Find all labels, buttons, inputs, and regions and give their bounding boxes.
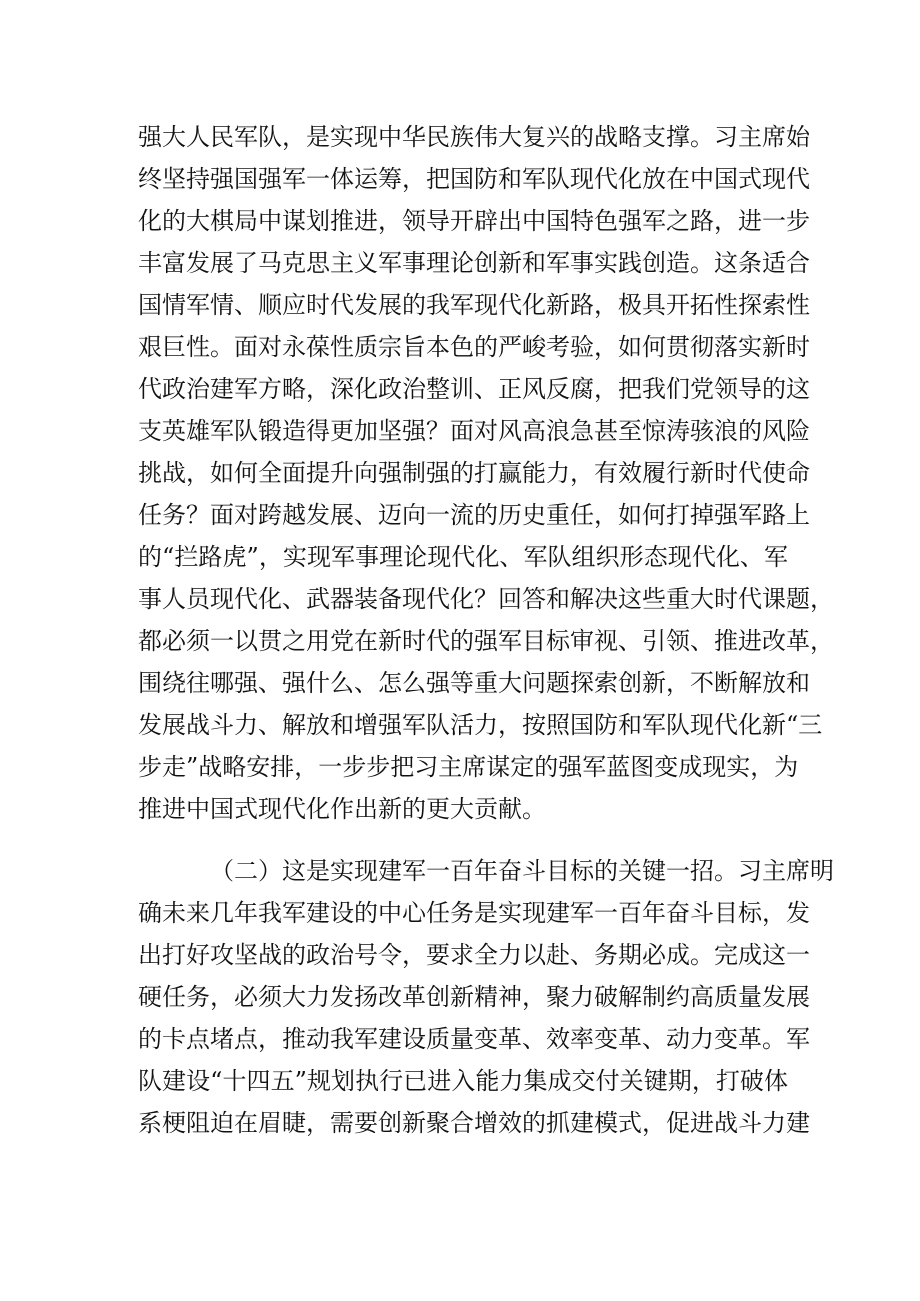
paragraph-line: 的“拦路虎”，实现军事理论现代化、军队组织形态现代化、军 (138, 543, 788, 571)
paragraph-line: 强大人民军队，是实现中华民族伟大复兴的战略支撑。习主席始 (138, 123, 810, 151)
paragraph-line: 支英雄军队锻造得更加坚强？面对风高浪急甚至惊涛骇浪的风险 (138, 417, 810, 445)
paragraph-line: 发展战斗力、解放和增强军队活力，按照国防和军队现代化新“三 (138, 711, 823, 739)
paragraph-line: 围绕往哪强、强什么、怎么强等重大问题探索创新，不断解放和 (138, 669, 810, 697)
paragraph-line: 国情军情、顺应时代发展的我军现代化新路，极具开拓性探索性 (138, 291, 810, 319)
paragraph-line: 终坚持强国强军一体运筹，把国防和军队现代化放在中国式现代 (138, 165, 810, 193)
paragraph-line: 艰巨性。面对永葆性质宗旨本色的严峻考验，如何贯彻落实新时 (138, 333, 810, 361)
paragraph-line: 任务？面对跨越发展、迈向一流的历史重任，如何打掉强军路上 (138, 501, 810, 529)
paragraph-line: 硬任务，必须大力发扬改革创新精神，聚力破解制约高质量发展 (138, 983, 810, 1011)
paragraph-line: 系梗阻迫在眉睫，需要创新聚合增效的抓建模式，促进战斗力建 (138, 1109, 810, 1137)
paragraph-line: 推进中国式现代化作出新的更大贡献。 (138, 795, 546, 823)
paragraph-line: 化的大棋局中谋划推进，领导开辟出中国特色强军之路，进一步 (138, 207, 810, 235)
paragraph-line: （二）这是实现建军一百年奋斗目标的关键一招。习主席明 (210, 857, 834, 885)
paragraph-line: 确未来几年我军建设的中心任务是实现建军一百年奋斗目标，发 (138, 899, 810, 927)
paragraph-2 (138, 850, 834, 1144)
paragraph-line: 丰富发展了马克思主义军事理论创新和军事实践创造。这条适合 (138, 249, 810, 277)
paragraph-line: 队建设“十四五”规划执行已进入能力集成交付关键期，打破体 (138, 1067, 788, 1095)
paragraph-line: 的卡点堵点，推动我军建设质量变革、效率变革、动力变革。军 (138, 1025, 810, 1053)
paragraph-line: 事人员现代化、武器装备现代化？回答和解决这些重大时代课题， (138, 585, 834, 613)
paragraph-line: 挑战，如何全面提升向强制强的打赢能力，有效履行新时代使命 (138, 459, 810, 487)
paragraph-line: 出打好攻坚战的政治号令，要求全力以赴、务期必成。完成这一 (138, 941, 810, 969)
paragraph-line: 都必须一以贯之用党在新时代的强军目标审视、引领、推进改革， (138, 627, 834, 655)
paragraph-1 (138, 116, 834, 830)
paragraph-line: 步走”战略安排，一步步把习主席谋定的强军蓝图变成现实，为 (138, 753, 799, 781)
paragraph-line: 代政治建军方略，深化政治整训、正风反腐，把我们党领导的这 (138, 375, 810, 403)
